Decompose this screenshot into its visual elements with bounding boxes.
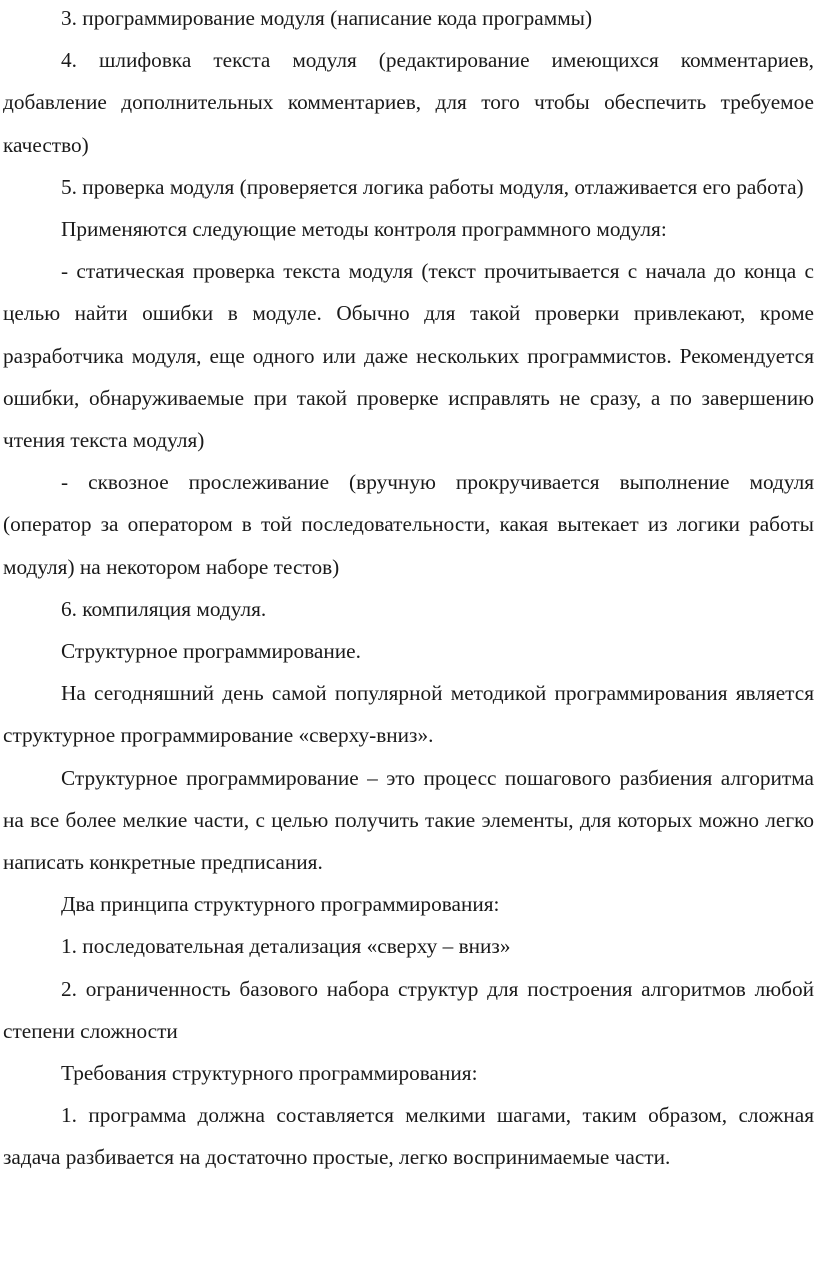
section-heading-structured-programming: Структурное программирование. bbox=[61, 639, 361, 664]
paragraph-step-5: 5. проверка модуля (проверяется логика работы модуля, отлаживается его работа) bbox=[61, 174, 804, 199]
paragraph-walkthrough: - сквозное прослеживание (вручную прокручивается выполнение модуля (оператор за оператором в той последовательности, какая вытекает из логики работы модуля) на некотором наборе тестов) bbox=[3, 470, 814, 579]
paragraph-control-methods-intro: Применяются следующие методы контроля программного модуля: bbox=[61, 217, 667, 242]
list-item-principle-1: 1. последовательная детализация «сверху – вниз» bbox=[61, 934, 511, 959]
paragraph-static-check: - статическая проверка текста модуля (текст прочитывается с начала до конца с целью найти ошибки в модуле. Обычно для такой проверки привлекают, кроме разработчика модуля, еще одного или даже нескольких программистов. Рекомендуется ошибки, обнаруживаемые при такой проверке исправлять не сразу, а по завершению чтения текста модуля) bbox=[3, 259, 814, 453]
list-item-requirement-1: 1. программа должна составляется мелкими шагами, таким образом, сложная задача разбивается на достаточно простые, легко воспринимаемые части. bbox=[3, 1103, 814, 1170]
list-item-principle-2: 2. ограниченность базового набора структур для построения алгоритмов любой степени сложности bbox=[3, 976, 814, 1043]
paragraph-requirements-heading: Требования структурного программирования: bbox=[61, 1061, 478, 1086]
paragraph-step-6: 6. компиляция модуля. bbox=[61, 596, 267, 621]
paragraph-two-principles-heading: Два принципа структурного программирования: bbox=[61, 892, 500, 917]
paragraph-step-4: 4. шлифовка текста модуля (редактирование имеющихся комментариев, добавление дополнительных комментариев, для того чтобы обеспечить требуемое качество) bbox=[3, 48, 814, 157]
paragraph-popular-method: На сегодняшний день самой популярной методикой программирования является структурное программирование «сверху-вниз». bbox=[3, 681, 814, 748]
paragraph-definition: Структурное программирование – это процесс пошагового разбиения алгоритма на все более мелкие части, с целью получить такие элементы, для которых можно легко написать конкретные предписания. bbox=[3, 765, 814, 875]
paragraph-step-3: 3. программирование модуля (написание кода программы) bbox=[61, 6, 593, 30]
